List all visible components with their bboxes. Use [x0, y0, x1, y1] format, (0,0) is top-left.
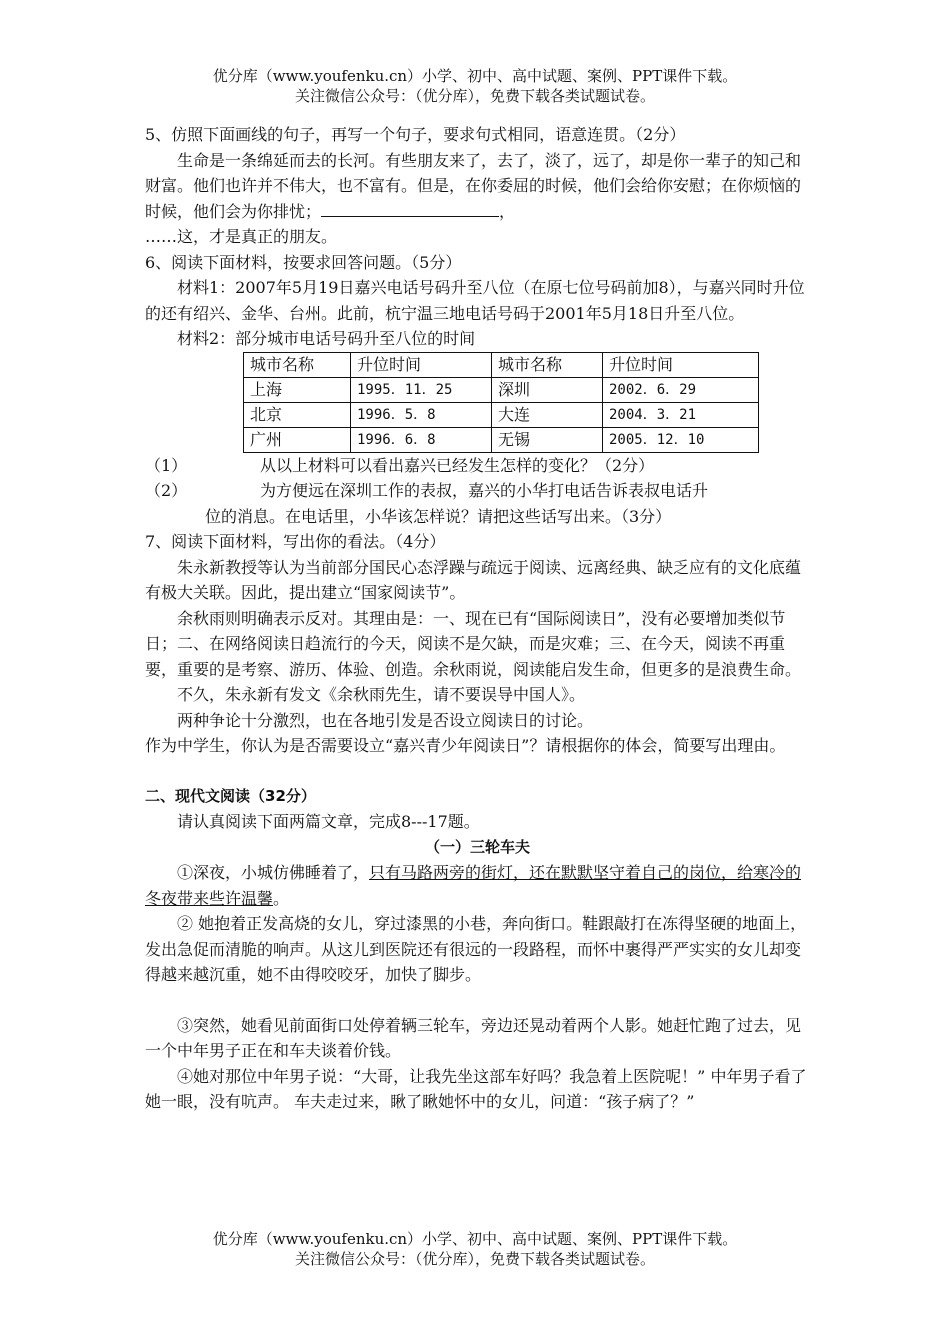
table-cell: 上海: [244, 377, 351, 402]
article-paragraph-3: ③突然，她看见前面街口处停着辆三轮车，旁边还晃动着两个人影。她赶忙跑了过去，见一个中年男子正在和车夫谈着价钱。: [145, 1015, 802, 1060]
table-header-row: [244, 352, 759, 377]
table-cell: 北京: [244, 402, 351, 427]
table-cell: 1995．11．25: [351, 377, 492, 402]
q7-paragraph-4: 两种争论十分激烈，也在各地引发是否设立阅读日的讨论。: [177, 710, 594, 730]
q7-question: 作为中学生，你认为是否需要设立“嘉兴青少年阅读日”？请根据你的体会，简要写出理由。: [145, 736, 786, 755]
subquestion-text-cont: 位的消息。在电话里，小华该怎样说？请把这些话写出来。（3分）: [205, 506, 672, 526]
q7-paragraph-1: 朱永新教授等认为当前部分国民心态浮躁与疏远于阅读、远离经典、缺乏应有的文化底蕴有极大关联。因此，提出建立“国家阅读节”。: [145, 557, 802, 602]
subquestion-text: 为方便远在深圳工作的表叔，嘉兴的小华打电话告诉表叔电话升: [260, 481, 709, 500]
table-cell: 1996．6．8: [351, 427, 492, 452]
phone-upgrade-table: [243, 352, 759, 453]
table-header-cell: 城市名称: [244, 352, 351, 377]
page-header: [0, 66, 950, 106]
article-paragraph-2: ② 她抱着正发高烧的女儿，穿过漆黑的小巷，奔向街口。鞋跟敲打在冻得坚硬的地面上，发出急促而清脆的响声。从这儿到医院还有很远的一段路程，而怀中裹得严严实实的女儿却变得越来越沉重，她不由得咬咬牙，加快了脚步。: [145, 914, 807, 984]
table-header-cell: 升位时间: [603, 352, 759, 377]
table-header-cell: 升位时间: [351, 352, 492, 377]
table-row: [244, 402, 759, 427]
table-header-cell: 城市名称: [492, 352, 603, 377]
q5-paragraph: [145, 148, 810, 225]
subquestion-label: （2）: [145, 481, 188, 500]
footer-line-2: 关注微信公众号：（优分库），免费下载各类试题试卷。: [294, 1250, 655, 1268]
header-line-2: 关注微信公众号：（优分库），免费下载各类试题试卷。: [294, 87, 655, 105]
q6-subquestion-2: [145, 478, 810, 504]
table-cell: 1996．5．8: [351, 402, 492, 427]
table-cell: 2005．12．10: [603, 427, 759, 452]
q5-text: 生命是一条绵延而去的长河。有些朋友来了，去了，淡了，远了，却是你一辈子的知己和财富。他们也许并不伟大，也不富有。但是，在你委屈的时候，他们会给你安慰；在你烦恼的时候，他们会为你排忧；: [145, 150, 802, 221]
header-line-1: 优分库（www.youfenku.cn）小学、初中、高中试题、案例、PPT课件下载。: [212, 67, 738, 85]
table-cell: 无锡: [492, 427, 603, 452]
table-cell: 深圳: [492, 377, 603, 402]
q7-paragraph-2: 余秋雨则明确表示反对。其理由是：一、现在已有“国际阅读日”，没有必要增加类似节日；二、在网络阅读日趋流行的今天，阅读不是欠缺，而是灾难；三、在今天，阅读不再重要，重要的是考察、游历、体验、创造。余秋雨说，阅读能启发生命，但更多的是浪费生命。: [145, 608, 802, 679]
section-2-intro: 请认真阅读下面两篇文章，完成8---17题。: [177, 812, 480, 831]
article-paragraph-1: [145, 860, 810, 911]
article-paragraph-4: ④她对那位中年男子说：“大哥，让我先坐这部车好吗？我急着上医院呢！” 中年男子看了她一眼，没有吭声。 车夫走过来，瞅了瞅她怀中的女儿，问道：“孩子病了？”: [145, 1066, 807, 1111]
q5-comma: ，: [499, 201, 516, 221]
q5-title: 5、仿照下面画线的句子，再写一个句子，要求句式相同，语意连贯。（2分）: [145, 125, 686, 144]
spacer: [145, 759, 810, 784]
article-title: （一）三轮车夫: [424, 837, 530, 856]
underlined-sentence: 只有马路两旁的街灯，还在默默坚守着自己的岗位，给寒冷的冬夜带来些许温馨: [145, 863, 802, 908]
table-cell: 2004．3．21: [603, 402, 759, 427]
answer-blank[interactable]: [321, 200, 499, 217]
q7-title: 7、阅读下面材料，写出你的看法。（4分）: [145, 532, 446, 551]
footer-line-1: 优分库（www.youfenku.cn）小学、初中、高中试题、案例、PPT课件下载。: [212, 1230, 738, 1248]
subquestion-text: 从以上材料可以看出嘉兴已经发生怎样的变化？（2分）: [260, 455, 655, 475]
page-footer: [0, 1229, 950, 1269]
q5-ending: ……这，才是真正的朋友。: [145, 227, 338, 246]
table-cell: 大连: [492, 402, 603, 427]
table-row: [244, 427, 759, 452]
document-body: [145, 122, 810, 1115]
q6-material-1: 材料1：2007年5月19日嘉兴电话号码升至八位（在原七位号码前加8），与嘉兴同时升位的还有绍兴、金华、台州。此前，杭宁温三地电话号码于2001年5月18日升至八位。: [145, 278, 805, 323]
q6-subquestion-1: [145, 453, 810, 479]
table-cell: 2002．6．29: [603, 377, 759, 402]
spacer: [145, 988, 810, 1013]
q6-title: 6、阅读下面材料，按要求回答问题。（5分）: [145, 252, 462, 272]
q7-paragraph-3: 不久，朱永新有发文《余秋雨先生，请不要误导中国人》。: [177, 685, 586, 704]
q6-material-2: 材料2：部分城市电话号码升至八位的时间: [177, 329, 476, 348]
subquestion-label: （1）: [145, 455, 188, 475]
p1-end: 。: [273, 888, 290, 908]
section-2-title: 二、现代文阅读（32分）: [145, 786, 316, 805]
table-cell: 广州: [244, 427, 351, 452]
p1-text: ①深夜，小城仿佛睡着了，: [177, 863, 370, 882]
table-row: [244, 377, 759, 402]
q6-subquestion-2-cont: [145, 504, 810, 530]
